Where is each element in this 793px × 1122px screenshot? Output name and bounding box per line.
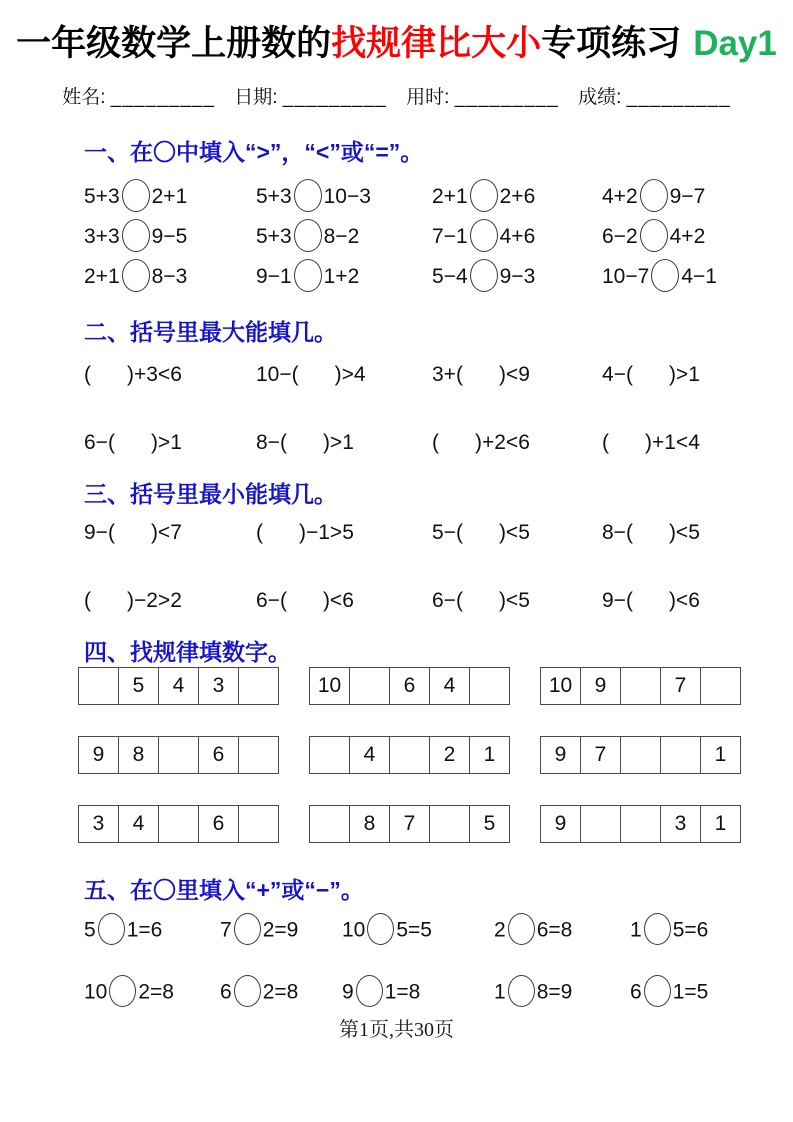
paren-blank-item [84, 363, 256, 387]
paren-blank-item [602, 521, 740, 545]
expression-after: )>1 [322, 431, 354, 454]
expression-before: 6−( [256, 589, 287, 612]
sequence-cell-blank [621, 737, 661, 774]
paren-blank-item [432, 363, 602, 387]
number-sequence-table [78, 805, 279, 843]
section-3-rows [0, 513, 793, 621]
section-5-heading: 五、在〇里填入“+”或“−”。 [84, 877, 364, 903]
comparison-item [432, 181, 602, 214]
time-blank: _________ [454, 87, 559, 108]
page-number: 第1页,共30页 [339, 1019, 454, 1041]
section-plus-minus [0, 875, 793, 1013]
operator-circle [234, 913, 261, 945]
right-expression: 4−1 [681, 264, 717, 288]
answer-circle [294, 179, 322, 212]
expression-after: )>4 [334, 363, 366, 386]
sequence-cell-blank [239, 737, 279, 774]
section-4-row [78, 667, 793, 705]
right-expression: 4+2 [669, 224, 706, 248]
sequence-cell: 10 [541, 668, 581, 705]
left-number: 6 [220, 980, 232, 1004]
sequence-cell-blank [701, 668, 741, 705]
date-blank: _________ [282, 87, 387, 108]
paren-blank-item [602, 589, 740, 613]
comparison-item [84, 181, 256, 214]
operator-circle [234, 975, 261, 1007]
sequence-cell: 1 [701, 806, 741, 843]
equation-after: 2=9 [262, 918, 299, 942]
left-expression: 2+1 [432, 184, 468, 208]
section-min-fill [0, 479, 793, 621]
sequence-row [79, 806, 279, 843]
sequence-cell-blank [310, 737, 350, 774]
number-sequence-table [540, 736, 741, 774]
equation-after: 8=9 [536, 980, 573, 1004]
operator-circle [109, 975, 136, 1007]
expression-before: 9−( [84, 521, 115, 544]
number-sequence-table [309, 736, 510, 774]
meta-field-score [578, 87, 731, 108]
left-expression: 2+1 [84, 264, 120, 288]
expression-before: 8−( [256, 431, 287, 454]
expression-after: )−1>5 [299, 521, 354, 544]
comparison-item [256, 261, 432, 294]
expression-before: ( [84, 363, 91, 386]
sequence-cell: 9 [541, 737, 581, 774]
sequence-cell: 5 [119, 668, 159, 705]
sequence-row [79, 737, 279, 774]
answer-circle [470, 259, 498, 292]
sequence-cell: 9 [581, 668, 621, 705]
comparison-item [602, 221, 740, 254]
name-blank: _________ [110, 87, 215, 108]
sequence-row [310, 668, 510, 705]
number-sequence-table [78, 667, 279, 705]
sequence-row [310, 806, 510, 843]
section-1-row [84, 257, 740, 297]
expression-after: )>1 [150, 431, 182, 454]
left-number: 10 [342, 918, 366, 942]
student-info-line [0, 82, 793, 109]
comparison-item [432, 261, 602, 294]
sequence-cell: 7 [581, 737, 621, 774]
expression-before: ( [256, 521, 263, 544]
operator-circle [644, 913, 671, 945]
page-title [0, 22, 793, 66]
sequence-cell: 3 [661, 806, 701, 843]
comparison-item [256, 181, 432, 214]
sequence-cell: 9 [79, 737, 119, 774]
plus-minus-item [630, 977, 740, 1009]
number-sequence-table [540, 805, 741, 843]
left-expression: 9−1 [256, 264, 292, 288]
section-2-rows [0, 355, 793, 463]
section-4-heading: 四、找规律填数字。 [84, 639, 291, 665]
operator-circle [644, 975, 671, 1007]
expression-after: )>1 [668, 363, 700, 386]
right-expression: 9−3 [499, 264, 536, 288]
sequence-cell: 7 [661, 668, 701, 705]
right-expression: 2+1 [151, 184, 188, 208]
left-number: 9 [342, 980, 354, 1004]
meta-field-date [234, 87, 387, 108]
expression-after: )+2<6 [475, 431, 530, 454]
section-4-row [78, 805, 793, 843]
section-1-row [84, 177, 740, 217]
sequence-row [541, 668, 741, 705]
sequence-cell: 6 [199, 737, 239, 774]
sequence-cell: 5 [470, 806, 510, 843]
expression-before: 3+( [432, 363, 463, 386]
right-expression: 2+6 [499, 184, 536, 208]
expression-before: ( [432, 431, 439, 454]
answer-circle [640, 179, 668, 212]
expression-after: )<5 [668, 521, 700, 544]
sequence-row [310, 737, 510, 774]
section-5-row [84, 911, 740, 951]
section-3-row [84, 513, 740, 553]
plus-minus-item [220, 977, 342, 1009]
left-number: 7 [220, 918, 232, 942]
section-5-row [84, 973, 740, 1013]
meta-field-time [406, 87, 559, 108]
section-4-row [78, 736, 793, 774]
right-expression: 4+6 [499, 224, 536, 248]
time-label: 用时: [406, 87, 450, 108]
section-1-rows [0, 177, 793, 297]
right-expression: 8−3 [151, 264, 188, 288]
section-5-rows [0, 911, 793, 1013]
paren-blank-item [256, 521, 432, 545]
sequence-cell-blank [159, 806, 199, 843]
answer-circle [294, 259, 322, 292]
sequence-cell: 1 [701, 737, 741, 774]
sequence-cell: 3 [199, 668, 239, 705]
comparison-item [84, 221, 256, 254]
paren-blank-item [432, 431, 602, 455]
expression-after: )+1<4 [645, 431, 700, 454]
sequence-cell-blank [350, 668, 390, 705]
sequence-row [79, 668, 279, 705]
paren-blank-item [432, 589, 602, 613]
paren-blank-item [602, 431, 740, 455]
paren-blank-item [84, 521, 256, 545]
sequence-cell: 1 [470, 737, 510, 774]
paren-blank-item [602, 363, 740, 387]
right-expression: 10−3 [323, 184, 371, 208]
sequence-cell: 8 [119, 737, 159, 774]
expression-before: 10−( [256, 363, 299, 386]
sequence-cell: 4 [119, 806, 159, 843]
sequence-cell-blank [239, 806, 279, 843]
expression-after: )<5 [498, 589, 530, 612]
operator-circle [356, 975, 383, 1007]
expression-after: )<9 [498, 363, 530, 386]
equation-after: 5=5 [396, 918, 432, 942]
section-4-rows [0, 667, 793, 843]
right-expression: 1+2 [323, 264, 360, 288]
answer-circle [640, 219, 668, 252]
sequence-cell-blank [79, 668, 119, 705]
left-expression: 3+3 [84, 224, 120, 248]
number-sequence-table [309, 805, 510, 843]
equation-after: 1=8 [384, 980, 421, 1004]
equation-after: 1=6 [126, 918, 163, 942]
equation-after: 1=5 [672, 980, 709, 1004]
number-sequence-table [78, 736, 279, 774]
left-number: 2 [494, 918, 506, 942]
expression-after: )−2>2 [127, 589, 182, 612]
section-1-row [84, 217, 740, 257]
section-3-heading: 三、括号里最小能填几。 [84, 481, 337, 507]
plus-minus-item [84, 915, 220, 947]
operator-circle [367, 913, 394, 945]
date-label: 日期: [234, 87, 278, 108]
section-1-heading: 一、在〇中填入“>”，“<”或“=”。 [84, 139, 424, 165]
left-number: 1 [630, 918, 642, 942]
section-2-row [84, 423, 740, 463]
expression-after: )<7 [150, 521, 182, 544]
expression-before: 8−( [602, 521, 633, 544]
left-expression: 5+3 [84, 184, 120, 208]
meta-field-name [62, 87, 215, 108]
sequence-cell: 4 [430, 668, 470, 705]
sequence-cell: 7 [390, 806, 430, 843]
equation-after: 2=8 [262, 980, 299, 1004]
sequence-cell-blank [621, 806, 661, 843]
expression-after: )+3<6 [127, 363, 182, 386]
expression-before: 6−( [432, 589, 463, 612]
score-blank: _________ [626, 87, 731, 108]
sequence-cell-blank [661, 737, 701, 774]
expression-after: )<5 [498, 521, 530, 544]
comparison-item [432, 221, 602, 254]
title-text-practice: 专项练习 [541, 24, 682, 63]
sequence-cell: 10 [310, 668, 350, 705]
plus-minus-item [84, 977, 220, 1009]
sequence-cell-blank [430, 806, 470, 843]
number-sequence-table [540, 667, 741, 705]
sequence-row [541, 737, 741, 774]
title-day-badge: Day1 [693, 24, 777, 63]
left-number: 1 [494, 980, 506, 1004]
expression-after: )<6 [668, 589, 700, 612]
answer-circle [122, 219, 150, 252]
section-max-fill [0, 317, 793, 463]
sequence-cell: 2 [430, 737, 470, 774]
right-expression: 9−5 [151, 224, 188, 248]
left-expression: 5+3 [256, 184, 292, 208]
paren-blank-item [256, 589, 432, 613]
section-2-row [84, 355, 740, 395]
sequence-cell: 3 [79, 806, 119, 843]
expression-before: ( [84, 589, 91, 612]
expression-before: 9−( [602, 589, 633, 612]
expression-before: ( [602, 431, 609, 454]
left-expression: 7−1 [432, 224, 468, 248]
plus-minus-item [494, 915, 630, 947]
expression-before: 6−( [84, 431, 115, 454]
operator-circle [98, 913, 125, 945]
sequence-row [541, 806, 741, 843]
left-expression: 4+2 [602, 184, 638, 208]
paren-blank-item [256, 363, 432, 387]
answer-circle [470, 219, 498, 252]
equation-after: 2=8 [138, 980, 174, 1004]
operator-circle [508, 913, 535, 945]
sequence-cell-blank [159, 737, 199, 774]
plus-minus-item [220, 915, 342, 947]
left-expression: 6−2 [602, 224, 638, 248]
sequence-cell: 4 [159, 668, 199, 705]
left-number: 5 [84, 918, 96, 942]
title-text-grade: 一年级数学上册数的 [16, 24, 332, 63]
left-number: 6 [630, 980, 642, 1004]
answer-circle [651, 259, 679, 292]
equation-after: 6=8 [536, 918, 573, 942]
section-compare [0, 137, 793, 297]
name-label: 姓名: [62, 87, 106, 108]
section-number-patterns [0, 637, 793, 843]
section-3-row [84, 581, 740, 621]
plus-minus-item [494, 977, 630, 1009]
sequence-cell-blank [310, 806, 350, 843]
score-label: 成绩: [578, 87, 622, 108]
sequence-cell-blank [581, 806, 621, 843]
left-number: 10 [84, 980, 108, 1004]
comparison-item [256, 221, 432, 254]
operator-circle [508, 975, 535, 1007]
plus-minus-item [630, 915, 740, 947]
comparison-item [84, 261, 256, 294]
plus-minus-item [342, 977, 494, 1009]
expression-before: 4−( [602, 363, 633, 386]
expression-after: )<6 [322, 589, 354, 612]
answer-circle [470, 179, 498, 212]
sequence-cell: 8 [350, 806, 390, 843]
sequence-cell-blank [621, 668, 661, 705]
answer-circle [122, 259, 150, 292]
comparison-item [602, 181, 740, 214]
paren-blank-item [256, 431, 432, 455]
equation-after: 5=6 [672, 918, 709, 942]
sequence-cell: 9 [541, 806, 581, 843]
sequence-cell-blank [470, 668, 510, 705]
sequence-cell: 6 [199, 806, 239, 843]
sequence-cell-blank [390, 737, 430, 774]
paren-blank-item [84, 431, 256, 455]
sequence-cell: 4 [350, 737, 390, 774]
left-expression: 5+3 [256, 224, 292, 248]
right-expression: 8−2 [323, 224, 360, 248]
sequence-cell-blank [239, 668, 279, 705]
sequence-cell: 6 [390, 668, 430, 705]
right-expression: 9−7 [669, 184, 706, 208]
expression-before: 5−( [432, 521, 463, 544]
title-topic: 找规律比大小 [331, 24, 542, 63]
answer-circle [122, 179, 150, 212]
section-2-heading: 二、括号里最大能填几。 [84, 319, 337, 345]
comparison-item [602, 261, 740, 294]
answer-circle [294, 219, 322, 252]
plus-minus-item [342, 915, 494, 947]
paren-blank-item [84, 589, 256, 613]
paren-blank-item [432, 521, 602, 545]
left-expression: 10−7 [602, 264, 650, 288]
left-expression: 5−4 [432, 264, 468, 288]
number-sequence-table [309, 667, 510, 705]
